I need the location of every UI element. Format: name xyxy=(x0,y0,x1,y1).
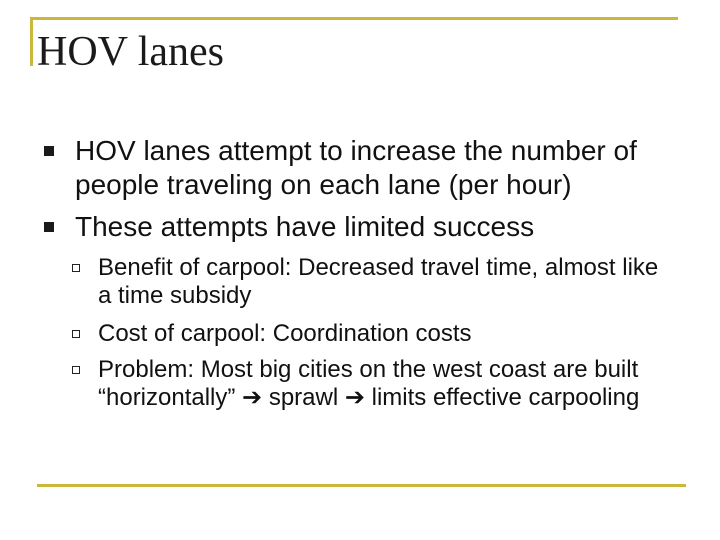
sub-bullet-text: Cost of carpool: Coordination costs xyxy=(98,320,472,347)
frame-top-rule xyxy=(30,17,678,20)
square-bullet-icon xyxy=(44,222,54,232)
bullet-text: HOV lanes attempt to increase the number of people traveling on each lane (per hour) xyxy=(75,135,637,200)
slide-title: HOV lanes xyxy=(37,29,225,75)
hollow-square-bullet-icon xyxy=(72,330,80,338)
sub-bullet-text: Benefit of carpool: Decreased travel time, almost like a time subsidy xyxy=(98,254,659,309)
square-bullet-icon xyxy=(44,146,54,156)
hollow-square-bullet-icon xyxy=(72,264,80,272)
frame-left-rule xyxy=(30,17,33,66)
hollow-square-bullet-icon xyxy=(72,366,80,374)
frame-bottom-rule xyxy=(37,484,686,487)
sub-bullet-text: Problem: Most big cities on the west coast are built “horizontally” ➔ sprawl ➔ limits effective carpooling xyxy=(98,356,640,411)
bullet-text: These attempts have limited success xyxy=(75,211,535,242)
